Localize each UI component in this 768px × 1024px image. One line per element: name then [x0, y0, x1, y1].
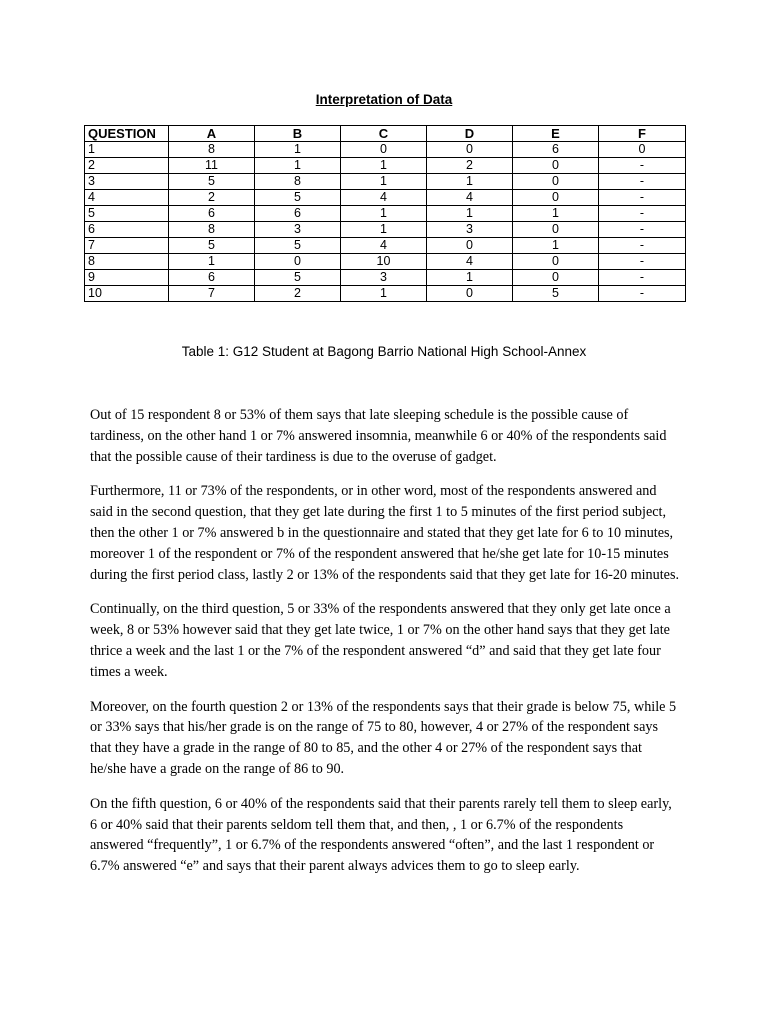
table-cell: 1 — [85, 142, 169, 158]
table-cell: 5 — [255, 238, 341, 254]
column-header: B — [255, 126, 341, 142]
body-text — [90, 405, 680, 891]
table-cell: 6 — [513, 142, 599, 158]
table-cell: 0 — [513, 158, 599, 174]
table-cell: 4 — [427, 190, 513, 206]
table-cell: 0 — [513, 190, 599, 206]
table-cell: 3 — [427, 222, 513, 238]
table-cell: 7 — [85, 238, 169, 254]
table-cell: - — [599, 286, 686, 302]
table-cell: 0 — [255, 254, 341, 270]
table-cell: 8 — [169, 142, 255, 158]
column-header: C — [341, 126, 427, 142]
data-table — [84, 125, 686, 302]
table-cell: 0 — [427, 286, 513, 302]
table-cell: 0 — [513, 174, 599, 190]
table-cell: 8 — [169, 222, 255, 238]
table-cell: 3 — [255, 222, 341, 238]
paragraph: On the fifth question, 6 or 40% of the respondents said that their parents rarely tell them to sleep early, 6 or 40% said that their parents seldom tell them that, and then, , 1 or 6.7% of the respondents answered “frequently”, 1 or 6.7% of the respondents answered “often”, and the last 1 respondent or 6.7% answered “e” and says that their parent always advices them to go to sleep early. — [90, 795, 672, 875]
table-cell: 2 — [85, 158, 169, 174]
table-cell: 6 — [255, 206, 341, 222]
table-cell: 1 — [255, 158, 341, 174]
table-cell: 6 — [169, 206, 255, 222]
table-cell: - — [599, 270, 686, 286]
table-cell: - — [599, 238, 686, 254]
table-cell: 1 — [341, 174, 427, 190]
table-cell: 2 — [255, 286, 341, 302]
paragraph: Continually, on the third question, 5 or 33% of the respondents answered that they only get late once a week, 8 or 53% however said that they get late twice, 1 or 7% on the other hand says that they get late thrice a week and the last 1 or the 7% of the respondent answered “d” and said that they get late four times a week. — [90, 601, 671, 680]
table-cell: - — [599, 254, 686, 270]
table-cell: 1 — [427, 174, 513, 190]
table-cell: 10 — [85, 286, 169, 302]
table-cell: 0 — [427, 142, 513, 158]
table-cell: 1 — [341, 222, 427, 238]
column-header: A — [169, 126, 255, 142]
column-header: QUESTION — [85, 126, 169, 142]
table-cell: 5 — [255, 190, 341, 206]
table-cell: 1 — [341, 286, 427, 302]
table-cell: 1 — [513, 206, 599, 222]
table-cell: 1 — [341, 206, 427, 222]
table-body — [85, 142, 686, 302]
table-cell: - — [599, 158, 686, 174]
table-cell: 0 — [599, 142, 686, 158]
table-cell: 1 — [169, 254, 255, 270]
table-header-row — [85, 126, 686, 142]
column-header: F — [599, 126, 686, 142]
table-row — [85, 270, 686, 286]
table-cell: 4 — [341, 190, 427, 206]
table-cell: 6 — [85, 222, 169, 238]
table-row — [85, 254, 686, 270]
table-cell: 7 — [169, 286, 255, 302]
table-row — [85, 158, 686, 174]
table-cell: 0 — [427, 238, 513, 254]
table-cell: 10 — [341, 254, 427, 270]
table-cell: 1 — [341, 158, 427, 174]
table-cell: - — [599, 174, 686, 190]
table-cell: 1 — [427, 206, 513, 222]
table-row — [85, 142, 686, 158]
table-cell: 8 — [85, 254, 169, 270]
table-cell: 2 — [169, 190, 255, 206]
table-cell: 5 — [169, 174, 255, 190]
table-cell: 5 — [255, 270, 341, 286]
table-row — [85, 190, 686, 206]
table-cell: - — [599, 222, 686, 238]
table-cell: 4 — [85, 190, 169, 206]
column-header: D — [427, 126, 513, 142]
table-row — [85, 222, 686, 238]
table-cell: 5 — [513, 286, 599, 302]
table-row — [85, 238, 686, 254]
table-cell: 0 — [341, 142, 427, 158]
paragraph: Furthermore, 11 or 73% of the respondents, or in other word, most of the respondents answered and said in the second question, that they get late during the first 1 to 5 minutes of the first period subject, then the other 1 or 7% answered b in the questionnaire and stated that they get late for 6 to 10 minutes, moreover 1 of the respondent or 7% of the respondent answered that he/she get late for 10-15 minutes during the first period class, lastly 2 or 13% of the respondents said that they get late for 16-20 minutes. — [90, 483, 680, 583]
page-title: Interpretation of Data — [315, 92, 453, 107]
table-cell: 3 — [85, 174, 169, 190]
table-cell: 8 — [255, 174, 341, 190]
table-cell: 3 — [341, 270, 427, 286]
table-cell: 6 — [169, 270, 255, 286]
table-cell: 0 — [513, 222, 599, 238]
table-cell: 4 — [427, 254, 513, 270]
table-cell: 5 — [169, 238, 255, 254]
table-cell: 11 — [169, 158, 255, 174]
table-cell: 0 — [513, 254, 599, 270]
table-cell: 1 — [255, 142, 341, 158]
table-cell: 9 — [85, 270, 169, 286]
table-cell: 2 — [427, 158, 513, 174]
paragraph: Out of 15 respondent 8 or 53% of them says that late sleeping schedule is the possible cause of tardiness, on the other hand 1 or 7% answered insomnia, meanwhile 6 or 40% of the respondents said that the possible cause of their tardiness is due to the overuse of gadget. — [90, 407, 667, 465]
paragraph: Moreover, on the fourth question 2 or 13% of the respondents says that their grade is below 75, while 5 or 33% says that his/her grade is on the range of 75 to 80, however, 4 or 27% of the respondent says that they have a grade in the range of 80 to 85, and the other 4 or 27% of the respondent says that he/she have a grade on the range of 86 to 90. — [90, 698, 677, 777]
table-cell: 1 — [427, 270, 513, 286]
table-row — [85, 174, 686, 190]
table-cell: 0 — [513, 270, 599, 286]
table-cell: 1 — [513, 238, 599, 254]
table-caption: Table 1: G12 Student at Bagong Barrio National High School-Annex — [181, 344, 587, 359]
column-header: E — [513, 126, 599, 142]
table-cell: 5 — [85, 206, 169, 222]
table-cell: - — [599, 190, 686, 206]
table-row — [85, 206, 686, 222]
table-row — [85, 286, 686, 302]
table-cell: - — [599, 206, 686, 222]
table-cell: 4 — [341, 238, 427, 254]
